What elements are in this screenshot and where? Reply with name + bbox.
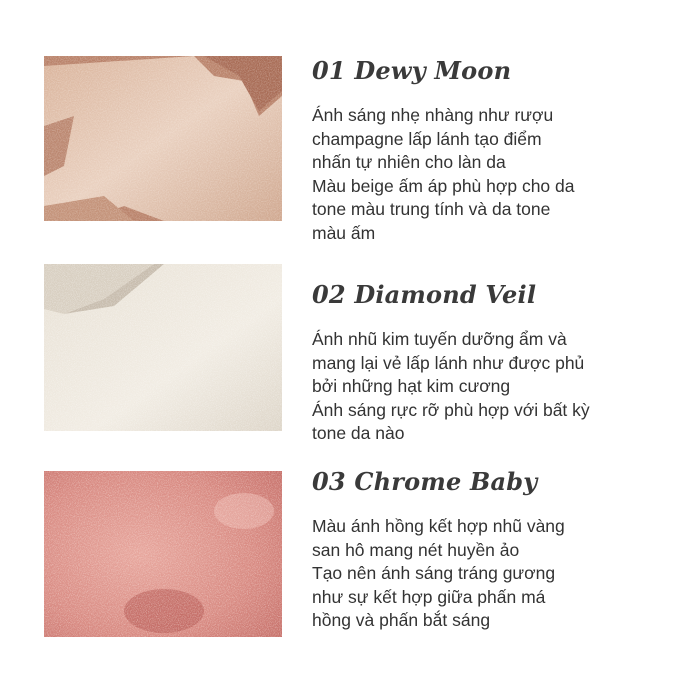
product-chrome-baby (312, 467, 652, 633)
product-description (312, 515, 652, 633)
description-line: như sự kết hợp giữa phấn má (312, 586, 546, 607)
product-title: 03 Chrome Baby (312, 467, 538, 496)
description-line: Ánh nhũ kim tuyến dưỡng ẩm và (312, 329, 567, 349)
swatch-image-dewy-moon (44, 56, 282, 221)
description-line: nhấn tự nhiên cho làn da (312, 152, 506, 172)
description-line: Màu ánh hồng kết hợp nhũ vàng (312, 516, 565, 536)
swatch-image-diamond-veil (44, 264, 282, 431)
product-dewy-moon (312, 56, 652, 245)
product-diamond-veil (312, 280, 652, 446)
product-description (312, 104, 652, 245)
description-line: màu ấm (312, 222, 376, 243)
swatch-image-chrome-baby (44, 471, 282, 637)
product-title: 02 Diamond Veil (312, 280, 537, 309)
description-line: Màu beige ấm áp phù hợp cho da (312, 175, 575, 196)
product-title: 01 Dewy Moon (312, 56, 512, 85)
product-description (312, 328, 652, 446)
description-line: bởi những hạt kim cương (312, 376, 511, 396)
description-line: Ánh sáng nhẹ nhàng như rượu (312, 105, 554, 125)
description-line: hồng và phấn bắt sáng (312, 610, 491, 630)
description-line: Ánh sáng rực rỡ phù hợp với bất kỳ (312, 399, 590, 420)
description-line: mang lại vẻ lấp lánh như được phủ (312, 352, 585, 373)
description-line: Tạo nên ánh sáng tráng gương (312, 563, 556, 583)
description-line: tone da nào (312, 423, 405, 443)
description-line: san hô mang nét huyền ảo (312, 539, 520, 560)
description-line: tone màu trung tính và da tone (312, 199, 551, 219)
description-line: champagne lấp lánh tạo điểm (312, 128, 542, 149)
